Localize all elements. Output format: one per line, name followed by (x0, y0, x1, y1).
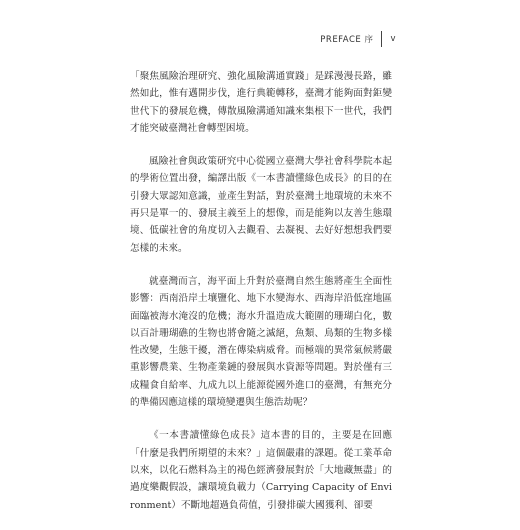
paragraph-4: 《一本書讀懂綠色成長》這本書的目的，主要是在回應「什麼是我們所期望的未來？」這個嚴肅的課題。從工業革命以來，以化石燃料為主的褐色經濟發展對於「大地藏無盡」的過度樂觀假設，讓環境負載力（Carrying Capacity of Environment）不斷地超過負荷值，引發排碳大國獲利、卻要 (130, 430, 392, 511)
running-header (320, 31, 396, 47)
section-title: PREFACE 序 (320, 35, 374, 45)
page-number: v (390, 34, 396, 44)
paragraph-1: 「聚焦風險治理研究、強化風險溝通實踐」是踩漫漫長路，雖然如此，惟有邁開步伐，進行典範轉移，臺灣才能夠面對鉅變世代下的發展危機，傳散風險溝通知識來集根下一世代，我們才能突破臺灣社會轉型困境。 (130, 71, 392, 134)
body-text (130, 68, 392, 530)
paragraph-2: 風險社會與政策研究中心從國立臺灣大學社會科學院本起的學術位置出發，編譯出版《一本書讀懂綠色成長》的目的在引發大眾認知意識，並產生對話，對於臺灣土地環境的未來不再只是單一的、發展主義至上的想像，而是能夠以友善生態環境、低碳社會的角度切入去觀看、去凝視、去好好想想我們要怎樣的未來。 (130, 156, 392, 254)
paragraph-3: 就臺灣而言，海平面上升對於臺灣自然生態將產生全面性影響：西南沿岸土壤鹽化、地下水變海水、西海岸沿低窪地區面臨被海水淹沒的危機；海水升溫造成大範圍的珊瑚白化，數以百計珊瑚礁的生物也將會隨之滅絕，魚類、鳥類的生物多樣性改變，生態干擾，潛在傳染病威脅。而極端的異常氣候將嚴重影響農業、生物產業鏈的發展與水資源等問題。對於僅有三成糧食自給率、九成九以上能源從國外進口的臺灣，有無充分的準備因應這樣的環境變遷與生態浩劫呢？ (130, 275, 392, 409)
header-divider (381, 31, 382, 47)
